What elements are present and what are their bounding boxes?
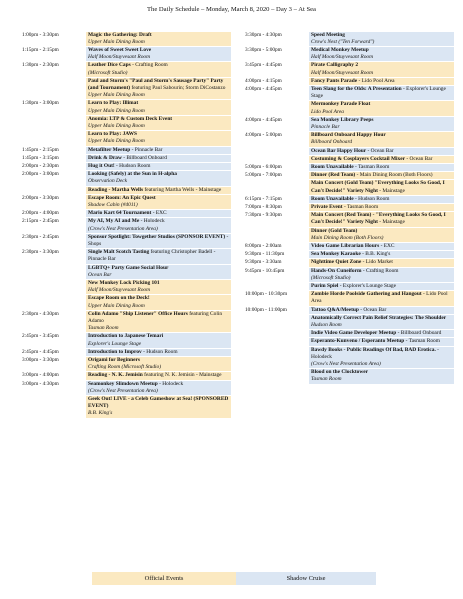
schedule-row <box>20 333 231 348</box>
event-detail: - Holodeck <box>139 218 165 225</box>
event-title: Video Game Librarian Hours <box>311 242 380 249</box>
event-time <box>243 101 309 115</box>
event-entry <box>309 132 454 146</box>
event-entry <box>86 116 231 130</box>
event-location: Upper Main Dining Room <box>88 122 145 129</box>
event-detail: - Ocean Bar <box>366 147 394 154</box>
event-title: Hug it Out! <box>88 162 115 169</box>
schedule-row <box>243 283 454 291</box>
event-time: 2:00pm - 4:00pm <box>22 210 59 217</box>
event-entry <box>86 47 231 61</box>
event-title: Sea Monkey Karaoke <box>311 251 361 258</box>
event-time: 7:00pm - 8:30pm <box>245 203 282 210</box>
event-location: Half Moon/Stuyvesant Room <box>88 54 150 61</box>
event-detail: - Mainstage <box>377 187 405 194</box>
event-title: Costuming & Cosplayers Cocktail Mixer <box>311 155 406 162</box>
event-title: Speed Meeting <box>311 31 345 38</box>
schedule-row <box>243 116 454 131</box>
event-entry <box>86 187 231 194</box>
event-location: Upper Main Dining Room <box>88 138 145 145</box>
event-entry <box>309 62 454 76</box>
event-detail: featuring Colin Adamo <box>88 310 223 325</box>
legend-official-events: Official Events <box>92 572 236 585</box>
schedule-row <box>243 346 454 369</box>
event-time: 10:00pm - 10:30pm <box>245 291 288 298</box>
event-time: 9:45pm - 10:45pm <box>245 267 285 274</box>
event-detail: - Holodeck <box>311 346 439 360</box>
event-title: Purim Spiel <box>311 283 339 289</box>
event-time: 3:30pm - 5:00pm <box>245 46 282 53</box>
event-location: Observation Deck <box>88 178 128 185</box>
event-title: Zombie Horde Poolside Gathering and Hangout <box>311 291 422 298</box>
event-detail: - Crafting Room <box>361 267 399 274</box>
event-detail: - Hudson Room <box>114 162 151 169</box>
event-entry <box>86 171 231 185</box>
event-title: Fancy Pants Parade <box>311 77 358 84</box>
event-location: Main Dining Room (Both Floors) <box>311 234 384 241</box>
event-detail: - Explorer's Lounge Stage <box>338 283 396 289</box>
event-time <box>243 347 309 369</box>
event-entry <box>309 47 454 61</box>
schedule-row <box>243 31 454 46</box>
event-detail: - Pinnacle Bar <box>130 146 163 153</box>
event-time <box>243 330 309 337</box>
event-title: Reading - N. K. Jemisin <box>88 372 143 379</box>
event-title: Main Concert (Gold Team) "Everything Looks So Good, I Can't Decide!" Variety Night <box>311 180 445 194</box>
event-location: Crow's Nest ("Ten Forward") <box>311 38 375 45</box>
event-time: 1:00pm - 3:30pm <box>22 31 59 38</box>
schedule-row <box>20 233 231 248</box>
event-title: Bawdy Books - Public Readings Of Bad, BAD Erotica. <box>311 346 436 353</box>
event-title: Main Concert (Red Team) - "Everything Looks So Good, I Can't Decide!" Variety Night <box>311 212 446 226</box>
event-title: Mario Kart 64 Tournament <box>88 210 152 217</box>
schedule-row <box>20 131 231 146</box>
event-location: Tasman Room <box>311 376 342 383</box>
event-location: (Microsoft Studio) <box>88 69 128 76</box>
event-location: Half Moon/Stuyvesant Room <box>311 69 373 76</box>
event-entry <box>86 195 231 209</box>
event-location: Ocean Bar <box>88 271 112 278</box>
schedule-row <box>20 62 231 77</box>
event-detail: - Hudson Room <box>141 348 178 355</box>
event-time <box>243 338 309 345</box>
event-title: Introduction to Improv <box>88 348 142 355</box>
event-title: Esperanto-Kunveno / Esperanto Meetup <box>311 338 405 345</box>
schedule-row <box>243 267 454 282</box>
schedule-row <box>243 155 454 163</box>
event-detail: - Tasman Room <box>342 203 379 210</box>
event-title: Room Unavailable <box>311 163 354 170</box>
event-title: LGBTQ+ Party Game Social Hour <box>88 264 169 271</box>
event-title: Billboard Onboard Happy Hour <box>311 132 386 139</box>
event-time <box>243 315 309 329</box>
event-entry <box>309 156 454 163</box>
event-time <box>20 280 86 294</box>
event-location: Upper Main Dining Room <box>88 38 145 45</box>
event-entry <box>309 291 454 305</box>
event-entry <box>309 32 454 46</box>
event-title: Room Unavailable <box>311 195 354 202</box>
event-time: 10:00pm - 11:00pm <box>245 306 287 313</box>
event-title: Geek Out! LIVE - a Celeb Gameshow at Sea! (SPONSORED EVENT) <box>88 396 229 410</box>
event-entry <box>309 164 454 171</box>
event-time: 5:00pm - 6:00pm <box>245 163 282 170</box>
legend <box>0 572 463 586</box>
schedule-row <box>243 212 454 227</box>
event-title: Leather Dice Caps <box>88 62 131 69</box>
schedule-row <box>20 194 231 209</box>
schedule-row <box>243 147 454 155</box>
schedule-row <box>20 264 231 279</box>
event-time: 6:15pm - 7:15pm <box>245 195 282 202</box>
event-title: Private Event <box>311 203 343 210</box>
event-time: 3:00pm - 4:30pm <box>22 380 59 387</box>
event-entry <box>309 101 454 115</box>
event-time <box>20 116 86 130</box>
schedule-row <box>20 77 231 100</box>
event-title: Metafilter Meetup <box>88 146 131 153</box>
schedule-row <box>20 154 231 162</box>
event-entry <box>86 78 231 100</box>
event-title: Hands-On Cuneiform <box>311 267 362 274</box>
event-entry <box>309 196 454 203</box>
schedule-row <box>243 227 454 242</box>
event-entry <box>86 249 231 263</box>
event-location: (Microsoft Studio) <box>311 274 351 281</box>
schedule-row <box>20 210 231 218</box>
event-title: Single Malt Scotch Tasting <box>88 249 150 256</box>
event-title: Blood on the Clocktower <box>311 369 369 376</box>
event-location: Crafting Room (Microsoft Studio) <box>88 364 162 371</box>
event-title: Learn to Play: Illimat <box>88 100 139 107</box>
event-time: 5:00pm - 7:00pm <box>245 172 282 179</box>
schedule-row <box>243 314 454 329</box>
event-entry <box>86 155 231 162</box>
event-title: Escape Room: An Epic Quest <box>88 194 156 201</box>
schedule-row <box>243 77 454 85</box>
event-location: Upper Main Dining Room <box>88 107 145 114</box>
event-detail: - Lido Pool Area <box>311 291 448 305</box>
event-detail: - EXC <box>151 210 167 217</box>
event-detail: - Tasman Room <box>353 163 390 170</box>
event-entry <box>86 131 231 145</box>
event-entry <box>309 172 454 179</box>
event-entry <box>309 330 454 337</box>
event-time <box>20 295 86 309</box>
schedule-row <box>243 306 454 314</box>
event-time: 4:00pm - 4:15pm <box>245 77 282 84</box>
event-detail: - Shops <box>88 233 229 247</box>
event-entry <box>86 147 231 154</box>
event-title: Anatomically Correct Pain Relief Strategies: The Shoulder <box>311 314 447 321</box>
event-detail: featuring Paul Sabourin; Storm DiCostanzo <box>130 84 226 91</box>
event-location: (Crow's Nest Presentation Area) <box>311 361 381 368</box>
event-location: Shadow Cabin (#4011) <box>88 201 138 208</box>
event-time: 4:00pm - 4:45pm <box>245 85 282 92</box>
event-time: 3:45pm - 4:45pm <box>245 62 282 69</box>
schedule-row <box>243 46 454 61</box>
event-title: Pirate Calligraphy 2 <box>311 62 359 69</box>
event-location: Tasman Room <box>88 325 119 332</box>
event-entry <box>86 210 231 217</box>
schedule-row <box>20 31 231 46</box>
event-time: 1:30pm - 3:00pm <box>22 100 59 107</box>
event-entry <box>309 228 454 242</box>
schedule-row <box>20 295 231 310</box>
schedule-row <box>243 242 454 250</box>
event-title: Dinner (Gold Team) <box>311 227 358 234</box>
event-title: My AI, My AI and Me <box>88 218 140 225</box>
event-location: Upper Main Dining Room <box>88 302 145 309</box>
event-title: Introduction to Japanese Temari <box>88 333 164 340</box>
event-time <box>243 228 309 242</box>
schedule-row <box>20 162 231 170</box>
event-time <box>243 148 309 155</box>
event-title: Escape Room on the Deck! <box>88 295 150 302</box>
event-time: 8:00pm - 2:00am <box>245 242 282 249</box>
event-title: Sponsor Spotlight: Towgether Studios (SPONSOR EVENT) <box>88 233 226 240</box>
event-entry <box>86 280 231 294</box>
schedule-row <box>243 251 454 259</box>
schedule-row <box>20 357 231 372</box>
event-detail: - Crafting Room <box>130 62 168 69</box>
event-entry <box>86 62 231 76</box>
event-entry <box>309 148 454 155</box>
event-title: Paul and Storm's "Paul and Storm's Sausage Party" Party (and Tournament) <box>88 77 224 91</box>
event-entry <box>86 100 231 114</box>
event-time: 1:15pm - 2:15pm <box>22 46 59 53</box>
event-detail: - Explorer's Lounge Stage <box>311 85 446 100</box>
event-time: 1:30pm - 2:30pm <box>22 62 59 69</box>
event-entry <box>86 372 231 379</box>
event-entry <box>86 265 231 279</box>
schedule-row <box>243 62 454 77</box>
event-detail: - Tasman Room <box>404 338 440 345</box>
event-location: Half Moon/Stuyvesant Room <box>88 287 150 294</box>
event-time: 1:45pm - 3:15pm <box>22 154 59 161</box>
event-detail: - Holodeck <box>157 380 184 387</box>
event-time: 7:30pm - 9:30pm <box>245 212 282 219</box>
event-entry <box>309 204 454 211</box>
schedule-row <box>243 259 454 267</box>
schedule-row <box>243 338 454 346</box>
event-title: Nighttime Quiet Zone <box>311 259 362 266</box>
event-time <box>20 396 86 418</box>
event-entry <box>309 243 454 250</box>
event-entry <box>309 307 454 314</box>
event-title: Indie Video Game Developer Meetup <box>311 330 397 337</box>
event-title: Looking (Safely) at the Sun in H-alpha <box>88 171 177 178</box>
event-time: 2:00pm - 2:30pm <box>22 162 59 169</box>
event-time: 3:30pm - 4:30pm <box>245 31 282 38</box>
event-detail: - Lido Market <box>361 259 393 266</box>
event-location: (Crow's Nest Presentation Area) <box>88 225 158 232</box>
event-time <box>243 283 309 290</box>
schedule-row <box>243 291 454 306</box>
event-detail: - Main Dining Room (Both Floors) <box>355 172 433 179</box>
event-time <box>20 78 86 100</box>
event-title: Seamonkey Slimdown Meetup <box>88 380 158 387</box>
schedule-row <box>20 115 231 130</box>
event-location: Hudson Room <box>311 322 342 329</box>
event-entry <box>309 338 454 345</box>
event-entry <box>86 311 231 333</box>
event-title: New Monkey Lock Picking 101 <box>88 280 160 286</box>
event-entry <box>86 357 231 371</box>
event-time: 2:30pm - 3:30pm <box>22 249 59 256</box>
event-title: Learn to Play: JAWS <box>88 131 137 138</box>
event-time <box>20 187 86 194</box>
legend-shadow-cruise: Shadow Cruise <box>236 572 376 585</box>
event-detail: - Ocean Bar <box>405 155 433 162</box>
event-location: Explorer's Lounge Stage <box>88 340 142 347</box>
event-time: 4:00pm - 5:00pm <box>245 132 282 139</box>
schedule-row <box>20 348 231 356</box>
event-title: Anomia: LTP & Custom Deck Event <box>88 115 173 122</box>
schedule-column-left <box>20 31 231 418</box>
schedule-row <box>243 132 454 147</box>
event-entry <box>86 163 231 170</box>
event-detail: featuring Christopher Badell - Pinnacle Bar <box>88 249 216 263</box>
schedule-row <box>243 203 454 211</box>
event-entry <box>309 78 454 85</box>
schedule-row <box>20 46 231 61</box>
event-location: Pinnacle Bar <box>311 123 340 130</box>
event-time: 2:00pm - 3:00pm <box>22 171 59 178</box>
schedule-row <box>20 218 231 233</box>
schedule-row <box>20 171 231 186</box>
event-location: B.B. King's <box>88 410 113 417</box>
event-time <box>20 265 86 279</box>
schedule-row <box>20 280 231 295</box>
event-title: Dinner (Red Team) <box>311 172 356 179</box>
schedule-row <box>243 101 454 116</box>
event-time: 4:00pm - 4:45pm <box>245 116 282 123</box>
event-entry <box>309 315 454 329</box>
event-detail: - Lido Pool Area <box>357 77 395 84</box>
event-detail: - Hudson Room <box>353 195 390 202</box>
event-entry <box>309 251 454 258</box>
schedule-row <box>20 380 231 395</box>
schedule-row <box>243 330 454 338</box>
schedule-row <box>20 146 231 154</box>
event-detail: featuring Martha Wells - Mainstage <box>143 186 222 193</box>
schedule-row <box>20 186 231 194</box>
event-title: Medical Monkey Meetup <box>311 46 369 53</box>
event-location: Upper Main Dining Room <box>88 92 145 99</box>
event-entry <box>309 117 454 131</box>
schedule-row <box>20 100 231 115</box>
schedule-row <box>20 396 231 419</box>
event-title: Sea Monkey Library Peeps <box>311 116 374 123</box>
event-location: Billboard Onboard <box>311 139 353 146</box>
event-title: Drink & Draw <box>88 154 122 161</box>
event-detail: - Mainstage <box>377 219 405 226</box>
schedule-row <box>20 310 231 333</box>
event-entry <box>309 268 454 282</box>
event-location: Lido Pool Area <box>311 108 344 115</box>
event-entry <box>86 218 231 232</box>
event-time <box>20 131 86 145</box>
event-time: 1:45pm - 2:15pm <box>22 146 59 153</box>
event-entry <box>86 349 231 356</box>
event-entry <box>86 381 231 395</box>
event-entry <box>309 86 454 100</box>
event-title: Tattoo Q&A/Meetup <box>311 306 359 313</box>
event-entry <box>309 259 454 266</box>
event-time <box>243 156 309 163</box>
event-time: 3:00pm - 4:00pm <box>22 372 59 379</box>
event-time: 2:00pm - 3:30pm <box>22 194 59 201</box>
schedule-column-right <box>243 31 454 384</box>
event-title: Reading - Martha Wells <box>88 186 144 193</box>
event-title: Magic the Gathering: Draft <box>88 31 152 38</box>
event-detail: - EXC <box>379 242 395 249</box>
event-entry <box>86 32 231 46</box>
event-location: (Crow's Nest Presentation Area) <box>88 387 158 394</box>
event-entry <box>309 369 454 383</box>
event-title: Origami for Beginners <box>88 357 141 364</box>
schedule-row <box>20 249 231 264</box>
schedule-row <box>20 372 231 380</box>
event-time: 2:45pm - 4:45pm <box>22 348 59 355</box>
event-title: Teen Slang for the Olds: A Presentation <box>311 85 402 92</box>
event-title: Mermonkey Parade Float <box>311 101 371 108</box>
schedule-row <box>243 85 454 100</box>
event-detail: featuring N. K. Jemisin - Mainstage <box>142 372 222 379</box>
event-entry <box>309 283 454 290</box>
event-entry <box>309 347 454 369</box>
event-time: 2:15pm - 2:45pm <box>22 218 59 225</box>
event-entry <box>86 396 231 418</box>
event-detail: - Billboard Onboard <box>121 154 167 161</box>
schedule-row <box>243 163 454 171</box>
event-entry <box>309 212 454 226</box>
event-title: Colin Adamo "Ship Listener" Office Hours <box>88 310 188 317</box>
event-title: Waves of Sweet Sweet Love <box>88 46 152 53</box>
event-location: Half Moon/Stuyvesant Room <box>311 54 373 61</box>
event-title: Ocean Bar Happy Hour <box>311 147 367 154</box>
event-time: 9:30pm - 11:30pm <box>245 251 285 258</box>
event-entry <box>86 295 231 309</box>
event-entry <box>309 180 454 194</box>
schedule-row <box>243 195 454 203</box>
schedule-row <box>243 180 454 195</box>
event-time: 9:30pm - 3:30am <box>245 259 282 266</box>
event-time: 3:00pm - 3:30pm <box>22 357 59 364</box>
event-detail: - Billboard Onboard <box>396 330 442 337</box>
event-time: 2:45pm - 3:45pm <box>22 333 59 340</box>
page-title: The Daily Schedule – Monday, March 8, 2020 – Day 3 – At Sea <box>147 6 316 13</box>
event-time <box>243 180 309 194</box>
event-time <box>243 369 309 383</box>
schedule-row <box>243 172 454 180</box>
event-time: 2:30pm - 4:30pm <box>22 310 59 317</box>
event-entry <box>86 234 231 248</box>
event-entry <box>86 333 231 347</box>
event-detail: - B.B. King's <box>360 251 391 258</box>
event-time: 2:30pm - 2:45pm <box>22 233 59 240</box>
event-detail: - Ocean Bar <box>358 306 387 313</box>
schedule-row <box>243 369 454 384</box>
